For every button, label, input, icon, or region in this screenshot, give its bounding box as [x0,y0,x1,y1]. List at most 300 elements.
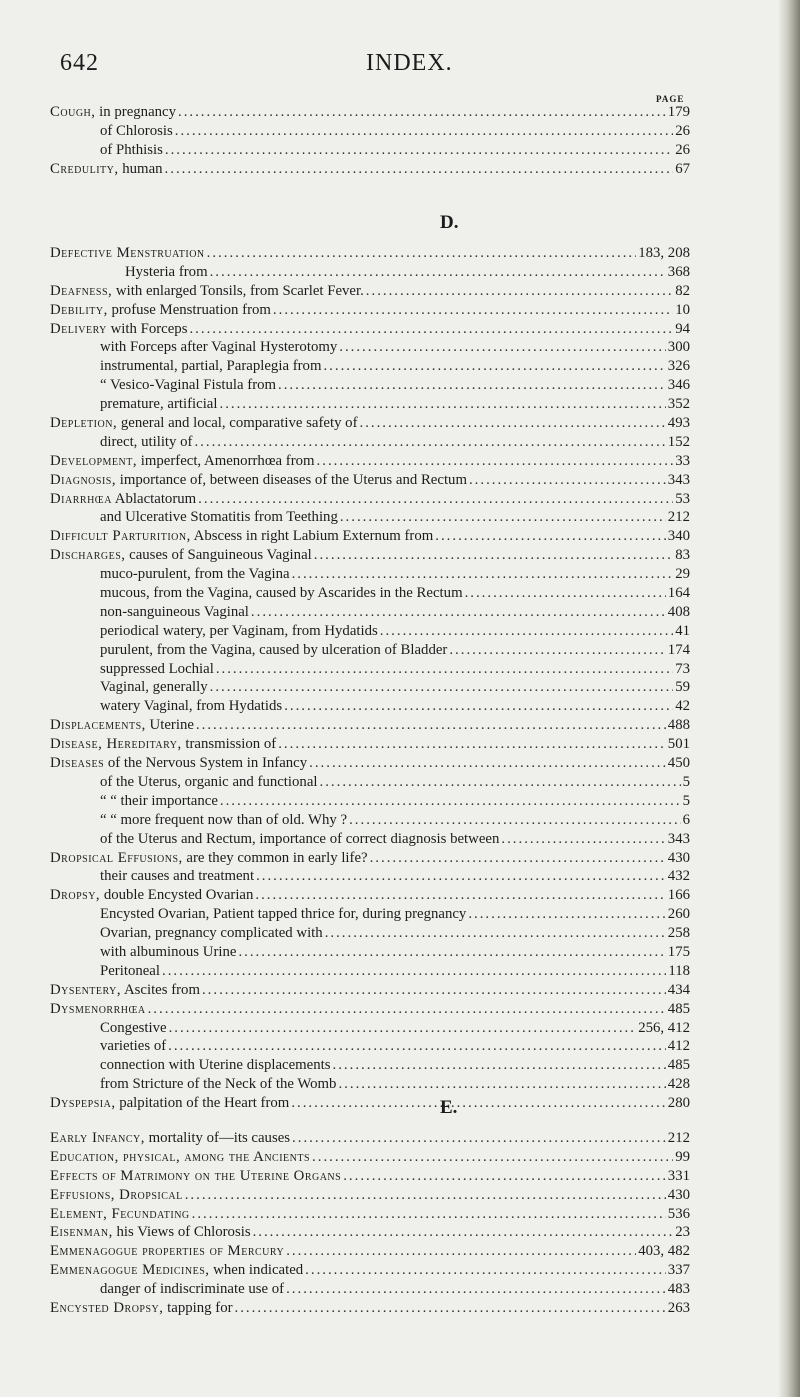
index-entry [50,1223,690,1242]
index-entry [50,1000,690,1019]
entry-page-ref: 403, 482 [638,1243,690,1260]
entry-page-ref: 212 [667,509,690,526]
leader-dots [501,830,665,849]
entry-page-ref: 33 [675,452,690,469]
index-entry [50,141,690,160]
entry-heading: Defective Menstruation [50,245,205,261]
entry-text [50,849,368,868]
index-entry [50,1019,690,1038]
index-entry [50,244,690,263]
running-head: INDEX. [366,50,453,76]
entry-text [50,527,433,546]
entry-text [100,697,282,716]
leader-dots [360,414,666,433]
index-entry [50,641,690,660]
leader-dots [468,905,665,924]
leader-dots [162,962,666,981]
entry-text [50,1186,183,1205]
entry-subtext: of Chlorosis [100,122,173,139]
entry-text [50,886,253,905]
leader-dots [339,338,666,357]
entry-page-ref: 340 [667,528,690,545]
index-entry [50,678,690,697]
entry-subtext: “ “ their importance [100,792,218,809]
page-column-label: PAGE [656,94,685,104]
entry-heading: Development, [50,452,138,469]
entry-heading: Diagnosis, [50,471,117,488]
section-letter: E. [440,1097,458,1118]
leader-dots [169,1019,637,1038]
index-entry [50,376,690,395]
entry-page-ref: 263 [667,1300,690,1317]
entry-subtext: imperfect, Amenorrhœa from [137,452,315,469]
entry-page-ref: 408 [667,603,690,620]
entry-page-ref: 331 [667,1167,690,1184]
entry-heading: Effusions, Dropsical [50,1186,183,1203]
entry-subtext: Ablactatorum [111,490,197,507]
entry-subtext: with albuminous Urine [100,943,237,960]
entry-page-ref: 5 [682,773,690,790]
entry-text [50,1148,310,1167]
entry-text [100,1019,167,1038]
entry-heading: Diseases [50,755,105,772]
index-entry [50,886,690,905]
leader-dots [238,943,665,962]
entry-subtext: transmission of [181,736,277,753]
leader-dots [207,244,637,263]
leader-dots [286,1242,636,1261]
leader-dots [220,792,681,811]
index-entry [50,160,690,179]
index-entry [50,357,690,376]
leader-dots [291,1094,665,1113]
entry-text [100,357,321,376]
leader-dots [380,622,673,641]
leader-dots [202,981,666,1000]
index-entry [50,924,690,943]
entry-heading: Emmenagogue properties of Mercury [50,1243,285,1260]
entry-page-ref: 428 [667,1076,690,1093]
entry-heading: Dropsical Effusions, [50,849,183,866]
index-entry [50,584,690,603]
entry-page-ref: 432 [667,868,690,885]
entry-subtext: suppressed Lochial [100,660,214,677]
entry-subtext: their causes and treatment [100,868,255,885]
index-entry [50,792,690,811]
entry-text [50,1000,146,1019]
leader-dots [309,754,666,773]
entry-page-ref: 175 [667,943,690,960]
entry-subtext: purulent, from the Vagina, caused by ulceration of Bladder [100,641,448,658]
entry-subtext: when indicated [209,1262,304,1279]
entry-text [100,792,218,811]
index-entry [50,754,690,773]
index-entry [50,1261,690,1280]
entry-page-ref: 343 [667,471,690,488]
entry-subtext: importance of, between diseases of the Uterus and Rectum [116,471,467,488]
entry-text [50,1223,251,1242]
entry-text [100,943,236,962]
leader-dots [196,716,666,735]
entry-page-ref: 174 [667,641,690,658]
index-entry [50,849,690,868]
entry-text [100,830,499,849]
entry-subtext: Uterine [145,717,194,734]
leader-dots [320,773,681,792]
index-entry [50,452,690,471]
entry-text [50,735,276,754]
leader-dots [340,508,666,527]
index-entry [50,263,690,282]
entry-list [50,1129,690,1318]
index-entry [50,1148,690,1167]
entry-text [50,1094,289,1113]
entry-list [50,244,690,1113]
entry-text [100,122,173,141]
entry-page-ref: 434 [667,981,690,998]
page-edge-shadow [778,0,800,1397]
entry-subtext: his Views of Chlorosis [112,1224,251,1241]
entry-page-ref: 430 [667,849,690,866]
index-entry [50,414,690,433]
index-entry [50,103,690,122]
entry-page-ref: 260 [667,906,690,923]
entry-page-ref: 430 [667,1186,690,1203]
entry-page-ref: 152 [667,433,690,450]
index-entry [50,1094,690,1113]
leader-dots [325,924,666,943]
entry-text [100,622,378,641]
leader-dots [286,1280,666,1299]
entry-subtext: causes of Sanguineous Vaginal [125,547,312,564]
index-entry [50,943,690,962]
entry-text [125,263,208,282]
entry-heading: Emmenagogue Medicines, [50,1262,210,1279]
leader-dots [198,490,673,509]
entry-text [100,641,447,660]
index-entry [50,282,690,301]
entry-heading: Deafness, [50,282,113,299]
entry-text [50,320,187,339]
entry-page-ref: 6 [682,811,690,828]
leader-dots [235,1299,666,1318]
entry-text [100,1056,331,1075]
entry-text [50,1299,233,1318]
index-entry [50,622,690,641]
entry-page-ref: 343 [667,830,690,847]
entry-subtext: danger of indiscriminate use of [100,1281,285,1298]
index-entry [50,811,690,830]
entry-page-ref: 183, 208 [638,245,690,261]
index-entry [50,867,690,886]
entry-subtext: mortality of—its causes [144,1130,291,1146]
entry-page-ref: 337 [667,1262,690,1279]
entry-text [100,1075,336,1094]
entry-heading: Dysentery, [50,981,122,998]
entry-subtext: Congestive [100,1019,167,1036]
entry-page-ref: 501 [667,736,690,753]
entry-text [50,1129,290,1148]
entry-page-ref: 368 [667,263,690,280]
entry-page-ref: 280 [667,1095,690,1112]
entry-text [100,433,192,452]
entry-page-ref: 41 [675,622,690,639]
entry-subtext: human [118,160,163,177]
leader-dots [305,1261,666,1280]
entry-subtext: profuse Menstruation from [107,301,271,318]
leader-dots [370,849,666,868]
index-entry [50,830,690,849]
entry-heading: Diarrhœa [50,490,112,507]
entry-text [50,282,364,301]
entry-page-ref: 326 [667,358,690,375]
entry-text [100,508,338,527]
entry-text [50,160,163,179]
entry-text [50,546,312,565]
entry-subtext: direct, utility of [100,433,193,450]
entry-heading: Delivery [50,320,107,337]
entry-page-ref: 300 [667,339,690,356]
entry-text [50,103,176,122]
entry-subtext: double Encysted Ovarian [100,887,254,904]
index-entry [50,395,690,414]
entry-list [50,103,690,179]
entry-text [50,471,467,490]
entry-page-ref: 346 [667,377,690,394]
entry-page-ref: 67 [675,160,690,177]
entry-heading: Dropsy, [50,887,101,904]
entry-subtext: “ Vesico-Vaginal Fistula from [100,377,277,394]
entry-subtext: non-sanguineous Vaginal [100,603,249,620]
entry-subtext: instrumental, partial, Paraplegia from [100,358,322,375]
entry-page-ref: 29 [675,566,690,583]
leader-dots [292,1129,666,1148]
leader-dots [165,141,673,160]
entry-text [100,565,290,584]
entry-heading: Difficult Parturition, [50,528,191,545]
entry-subtext: Encysted Ovarian, Patient tapped thrice for, during pregnancy [100,906,467,923]
entry-text [50,244,205,263]
index-entry [50,565,690,584]
entry-heading: Early Infancy, [50,1130,145,1146]
entry-text [50,301,271,320]
index-entry [50,773,690,792]
entry-subtext: and Ulcerative Stomatitis from Teething [100,509,338,526]
entry-text [50,452,315,471]
entry-page-ref: 493 [667,415,690,432]
entry-subtext: Abscess in right Labium Externum from [190,528,434,545]
entry-page-ref: 212 [667,1130,690,1146]
entry-subtext: premature, artificial [100,396,218,413]
leader-dots [148,1000,666,1019]
entry-text [100,584,463,603]
entry-heading: Encysted Dropsy, [50,1300,164,1317]
entry-page-ref: 23 [675,1224,690,1241]
index-entry [50,603,690,622]
entry-heading: Discharges, [50,547,126,564]
leader-dots [220,395,666,414]
entry-subtext: palpitation of the Heart from [115,1095,290,1112]
index-entry [50,122,690,141]
leader-dots [178,103,666,122]
entry-text [100,1280,284,1299]
entry-text [50,490,196,509]
entry-page-ref: 82 [675,282,690,299]
entry-subtext: general and local, comparative safety of [117,415,358,432]
entry-text [50,414,358,433]
entry-page-ref: 5 [682,792,690,809]
entry-subtext: periodical watery, per Vaginam, from Hydatids [100,622,378,639]
entry-subtext: Peritoneal [100,962,160,979]
index-entry [50,301,690,320]
entry-page-ref: 26 [675,141,690,158]
index-entry [50,1056,690,1075]
entry-text [100,1037,166,1056]
entry-subtext: with Forceps after Vaginal Hysterotomy [100,339,338,356]
entry-subtext: Ovarian, pregnancy complicated with [100,925,323,942]
entry-page-ref: 73 [675,660,690,677]
entry-subtext: with enlarged Tonsils, from Scarlet Fever. [112,282,364,299]
entry-page-ref: 258 [667,925,690,942]
index-entry [50,1167,690,1186]
index-entry [50,508,690,527]
leader-dots [312,1148,673,1167]
leader-dots [168,1037,666,1056]
entry-heading: Education, physical, among the Ancients [50,1148,311,1165]
entry-subtext: watery Vaginal, from Hydatids [100,698,283,715]
entry-subtext: of the Uterus and Rectum, importance of correct diagnosis between [100,830,500,847]
index-entry [50,433,690,452]
entry-page-ref: 42 [675,698,690,715]
entry-text [100,773,318,792]
entry-text [100,962,160,981]
index-entry [50,490,690,509]
entry-page-ref: 536 [667,1205,690,1222]
entry-subtext: Ascites from [121,981,200,998]
index-entry [50,1280,690,1299]
entry-page-ref: 352 [667,396,690,413]
entry-text [100,678,208,697]
entry-page-ref: 483 [667,1281,690,1298]
entry-subtext: Hysteria from [125,263,208,280]
index-entry [50,962,690,981]
entry-text [50,716,194,735]
entry-text [50,754,307,773]
index-entry [50,1242,690,1261]
entry-text [100,395,218,414]
leader-dots [210,678,674,697]
entry-subtext: varieties of [100,1038,167,1055]
entry-heading: Dyspepsia, [50,1095,116,1112]
entry-heading: Credulity, [50,160,119,177]
section-letter: D. [440,212,459,233]
entry-page-ref: 53 [675,490,690,507]
index-entry [50,1075,690,1094]
leader-dots [323,357,665,376]
leader-dots [192,1205,666,1224]
index-entry [50,1129,690,1148]
entry-subtext: of the Uterus, organic and functional [100,773,318,790]
entry-text [100,141,163,160]
entry-page-ref: 450 [667,755,690,772]
leader-dots [366,282,673,301]
leader-dots [175,122,673,141]
entry-text [100,338,337,357]
entry-subtext: of the Nervous System in Infancy [104,755,308,772]
entry-page-ref: 488 [667,717,690,734]
leader-dots [343,1167,666,1186]
entry-page-ref: 83 [675,547,690,564]
index-entry [50,697,690,716]
leader-dots [255,886,665,905]
leader-dots [253,1223,674,1242]
entry-subtext: connection with Uterine displacements [100,1057,331,1074]
entry-heading: Dysmenorrhœa [50,1000,146,1017]
leader-dots [469,471,666,490]
index-entry [50,527,690,546]
index-entry [50,338,690,357]
entry-page-ref: 99 [675,1148,690,1165]
leader-dots [465,584,666,603]
entry-subtext: of Phthisis [100,141,163,158]
entry-text [50,1242,284,1261]
index-entry [50,981,690,1000]
index-entry [50,1186,690,1205]
leader-dots [189,320,673,339]
entry-heading: Disease, Hereditary, [50,736,182,753]
entry-heading: Effects of Matrimony on the Uterine Organs [50,1167,342,1184]
leader-dots [284,697,673,716]
entry-subtext: from Stricture of the Neck of the Womb [100,1076,337,1093]
entry-page-ref: 485 [667,1000,690,1017]
entry-page-ref: 256, 412 [638,1019,690,1036]
entry-text [100,811,347,830]
entry-subtext: mucous, from the Vagina, caused by Ascarides in the Rectum [100,585,463,602]
entry-text [50,1205,190,1224]
leader-dots [251,603,666,622]
leader-dots [349,811,681,830]
index-entry [50,546,690,565]
entry-text [50,1167,341,1186]
entry-text [100,867,254,886]
entry-page-ref: 179 [667,104,690,120]
entry-page-ref: 26 [675,122,690,139]
leader-dots [210,263,666,282]
leader-dots [256,867,666,886]
leader-dots [317,452,674,471]
leader-dots [333,1056,666,1075]
leader-dots [449,641,665,660]
leader-dots [185,1186,666,1205]
entry-page-ref: 10 [675,301,690,318]
entry-text [100,660,214,679]
entry-page-ref: 412 [667,1038,690,1055]
entry-subtext: Vaginal, generally [100,679,208,696]
entry-text [100,376,276,395]
entry-page-ref: 164 [667,585,690,602]
entry-heading: Debility, [50,301,108,318]
index-entry [50,1037,690,1056]
entry-text [100,924,323,943]
entry-page-ref: 59 [675,679,690,696]
entry-subtext: in pregnancy [95,104,176,120]
entry-subtext: “ “ more frequent now than of old. Why ? [100,811,348,828]
index-entry [50,660,690,679]
entry-heading: Displacements, [50,717,146,734]
index-entry [50,320,690,339]
index-entry [50,1205,690,1224]
index-entry [50,471,690,490]
